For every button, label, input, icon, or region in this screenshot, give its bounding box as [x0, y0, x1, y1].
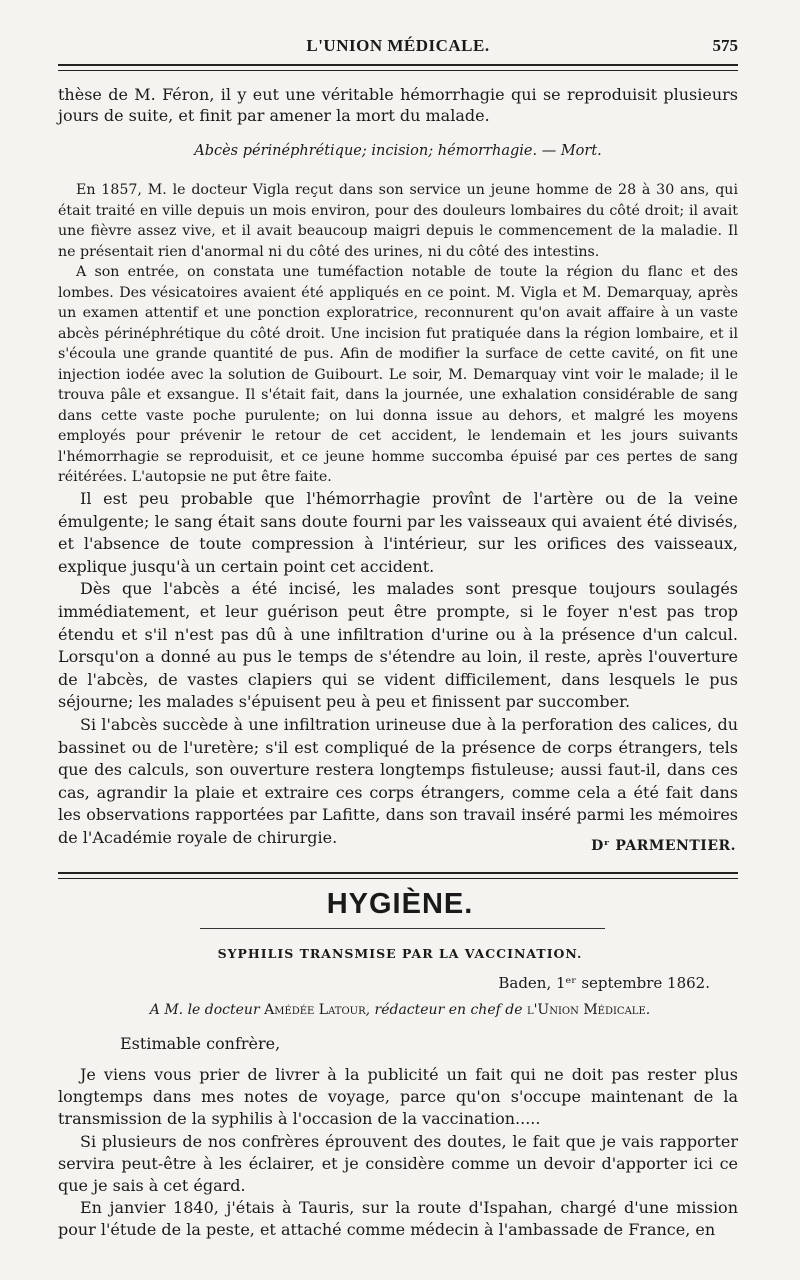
author-signature: Dʳ PARMENTIER. [591, 838, 736, 854]
address-prefix: A M. le docteur [149, 1002, 265, 1018]
discussion-paragraph: Dès que l'abcès a été incisé, les malades sont presque toujours soulagés immédiatement, et leur guérison peut être prompte, si le foyer n'est pas trop étendu et s'il n'est pas dû à une infiltration d'urine ou à la présence d'un calcul. Lorsqu'on a donné au pus le temps de s'étendre au loin, il reste, après l'ouverture de l'abcès, de vastes clapiers qui se vident difficilement, dans lesquels le pus séjourne; les malades s'épuisent peu à peu et finissent par succomber. [58, 579, 738, 712]
section-title: HYGIÈNE. [326, 888, 474, 920]
continuation-paragraph: thèse de M. Féron, il y eut une véritable hémorrhagie qui se reproduisit plusieurs jours de suite, et finit par amener la mort du malade. [58, 85, 738, 125]
header-rule [58, 64, 738, 71]
case-heading: Abcès périnéphrétique; incision; hémorrhagie. — Mort. [194, 143, 602, 159]
case-paragraph: En 1857, M. le docteur Vigla reçut dans son service un jeune homme de 28 à 30 ans, qui était traité en ville depuis un mois environ, pour des douleurs lombaires du côté droit; il avait une fièvre assez vive, et il avait beaucoup maigri depuis le commencement de la maladie. Il ne présentait rien d'anormal ni du côté des urines, ni du côté des intestins. [58, 182, 738, 260]
case-report [58, 180, 738, 488]
address-role: , rédacteur en chef de [365, 1002, 527, 1018]
letter-text [58, 1064, 738, 1242]
case-paragraph: A son entrée, on constata une tuméfaction notable de toute la région du flanc et des lombes. Des vésicatoires avaient été appliqués en ce point. M. Vigla et M. Demarquay, après un examen attentif et une ponction exploratrice, reconnurent qu'on avait affaire à un vaste abcès périnéphrétique du côté droit. Une incision fut pratiquée dans la région lombaire, et il s'écoula une grande quantité de pus. Afin de modifier la surface de cette cavité, on fit une injection iodée avec la solution de Guibourt. Le soir, M. Demarquay vint voir le malade; il le trouva pâle et exsangue. Il s'était fait, dans la journée, une exhalation considérable de sang dans cette vaste poche purulente; on lui donna issue au dehors, et malgré les moyens employés pour prévenir le retour de cet accident, le lendemain et les jours suivants l'hémorrhagie se reproduisit, et ce jeune homme succomba épuisé par ces pertes de sang réitérées. L'autopsie ne put être faite. [58, 264, 738, 485]
letter-paragraph: Je viens vous prier de livrer à la publicité un fait qui ne doit pas rester plus longtemps dans mes notes de voyage, parce qu'on s'occupe maintenant de la transmission de la syphilis à l'occasion de la vaccination..... [58, 1065, 738, 1129]
section-title-rule [200, 928, 605, 929]
letter-address [0, 1002, 800, 1018]
discussion-paragraph: Il est peu probable que l'hémorrhagie provînt de l'artère ou de la veine émulgente; le sang était sans doute fourni par les vaisseaux qui avaient été divisés, et l'absence de toute compression à l'intérieur, sur les orifices des vaisseaux, explique jusqu'à un certain point cet accident. [58, 489, 738, 576]
address-journal: l'Union Médicale [526, 1002, 646, 1018]
article-title: SYPHILIS TRANSMISE PAR LA VACCINATION. [217, 946, 583, 961]
salutation: Estimable confrère, [120, 1034, 281, 1053]
section-rule [58, 872, 738, 879]
letter-paragraph: En janvier 1840, j'étais à Tauris, sur la route d'Ispahan, chargé d'une mission pour l'étude de la peste, et attaché comme médecin à l'ambassade de France, en [58, 1198, 738, 1240]
address-name: Amédée Latour [264, 1002, 366, 1018]
page-number: 575 [712, 36, 738, 55]
dateline: Baden, 1ᵉʳ septembre 1862. [498, 974, 710, 992]
address-end: . [645, 1002, 651, 1018]
discussion-text [58, 488, 738, 850]
page-header [58, 30, 738, 60]
letter-paragraph: Si plusieurs de nos confrères éprouvent des doutes, le fait que je vais rapporter servira peut-être à les éclairer, et je considère comme un devoir d'apporter ici ce que je sais à cet égard. [58, 1131, 738, 1196]
running-title: L'UNION MÉDICALE. [306, 36, 490, 55]
discussion-paragraph: Si l'abcès succède à une infiltration urineuse due à la perforation des calices, du bassinet ou de l'uretère; s'il est compliqué de la présence de corps étrangers, tels que des calculs, son ouverture restera longtemps fistuleuse; aussi faut-il, dans ces cas, agrandir la plaie et extraire ces corps étrangers, comme cela a été fait dans les observations rapportées par Lafitte, dans son travail inséré parmi les mémoires de l'Académie royale de chirurgie. [58, 714, 738, 847]
continuation-text [58, 84, 738, 126]
